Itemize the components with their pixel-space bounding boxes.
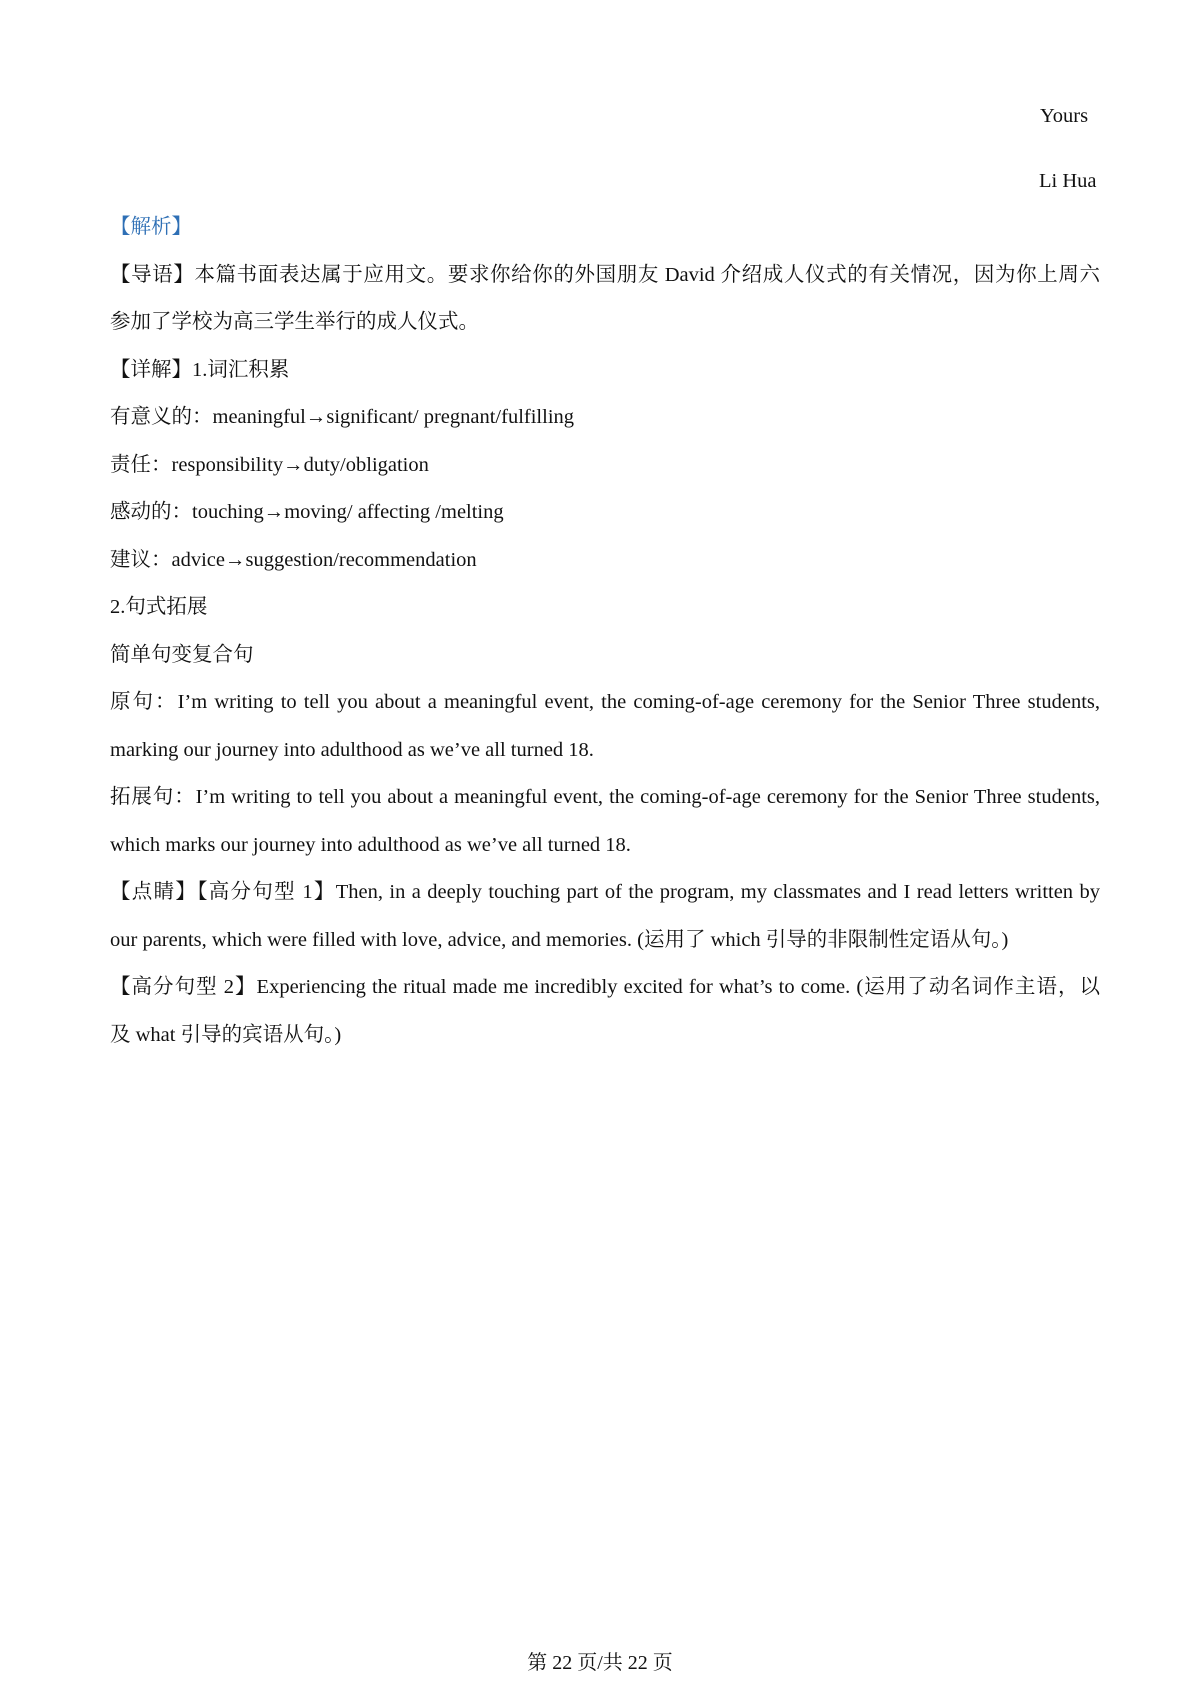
vocab-item: 有意义的：meaningful→significant/ pregnant/fulfilling [110,406,575,428]
highlight-2-line-2: 及 what 引导的宾语从句。) [110,1024,342,1046]
highlight-2-line-1: 【高分句型 2】Experiencing the ritual made me incredibly excited for what’s to come. (运用了动名词作主语，以 [110,976,1100,998]
letter-closing: Yours [1040,105,1089,127]
sentence-subheading: 简单句变复合句 [110,644,254,666]
page-number-footer: 第 22 页/共 22 页 [527,1652,673,1674]
vocab-item: 感动的：touching→moving/ affecting /melting [110,501,504,523]
letter-signature: Li Hua [1039,170,1097,192]
detail-heading: 【详解】1.词汇积累 [110,359,290,381]
vocab-item: 建议：advice→suggestion/recommendation [110,549,477,571]
extended-sentence-line-2: which marks our journey into adulthood as we’ve all turned 18. [110,834,631,856]
extended-sentence-line-1: 拓展句：I’m writing to tell you about a meaningful event, the coming-of-age ceremony for the Senior Three students, [110,786,1100,808]
highlight-1-line-1: 【点睛】【高分句型 1】Then, in a deeply touching part of the program, my classmates and I read letters written by [110,881,1100,903]
vocab-item: 责任：responsibility→duty/obligation [110,454,429,476]
highlight-1-line-2: our parents, which were filled with love, advice, and memories. (运用了 which 引导的非限制性定语从句。) [110,929,1009,951]
original-sentence-line-2: marking our journey into adulthood as we’ve all turned 18. [110,739,594,761]
original-sentence-line-1: 原句：I’m writing to tell you about a meaningful event, the coming-of-age ceremony for the Senior Three students, [110,691,1100,713]
analysis-heading: 【解析】 [110,216,192,238]
sentence-heading: 2.句式拓展 [110,596,208,618]
intro-line-2: 参加了学校为高三学生举行的成人仪式。 [110,311,479,333]
intro-line-1: 【导语】本篇书面表达属于应用文。要求你给你的外国朋友 David 介绍成人仪式的有关情况，因为你上周六 [110,264,1100,286]
